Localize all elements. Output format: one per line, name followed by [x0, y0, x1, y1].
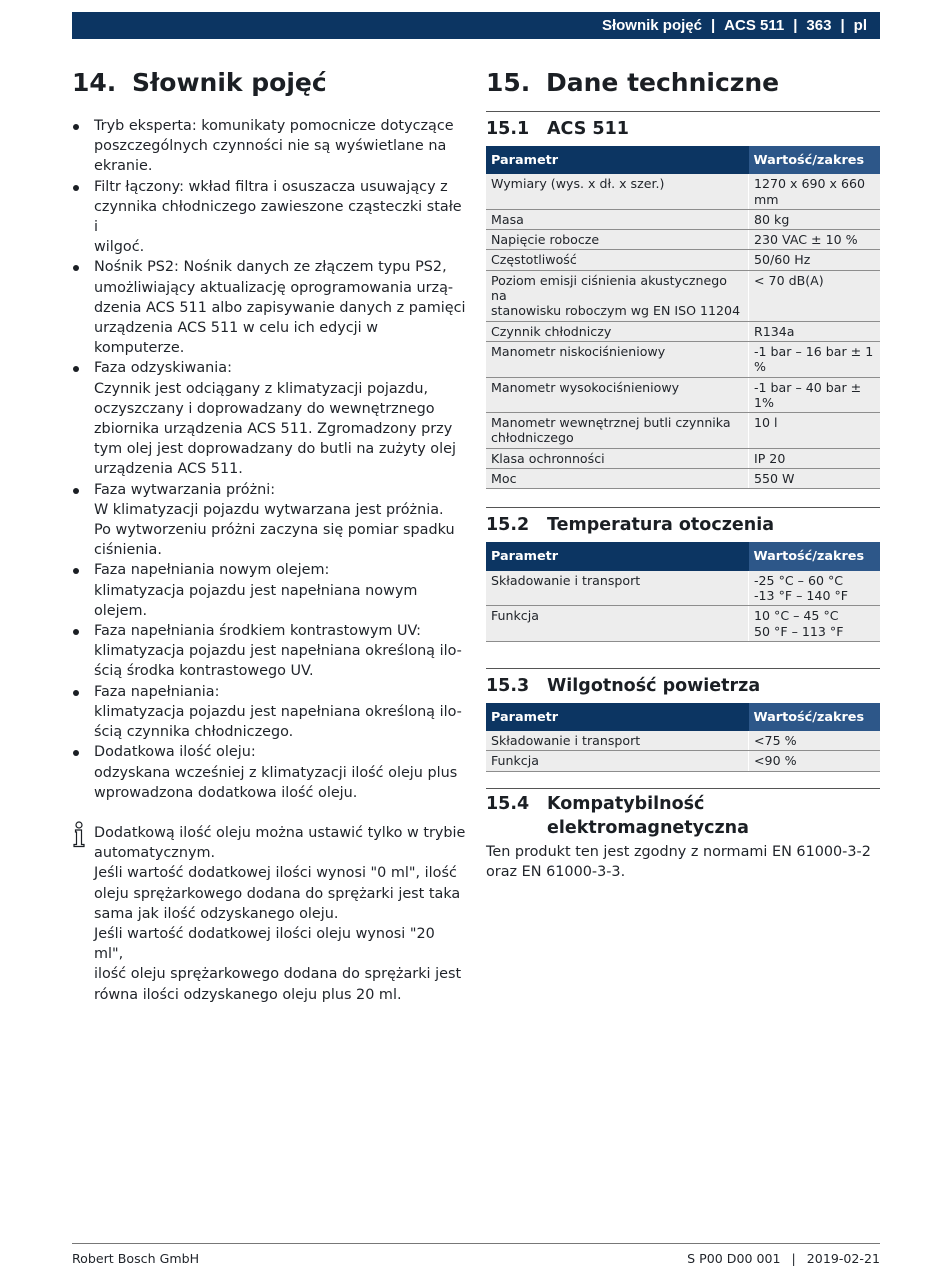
value-cell: [749, 270, 881, 321]
parameter-cell: [486, 751, 749, 771]
parameter-cell: [486, 250, 749, 270]
column-header-value: Wartość/zakres: [749, 703, 881, 731]
parameter-cell: [486, 341, 749, 377]
cell-line: stanowisku roboczym wg EN ISO 11204: [491, 303, 741, 319]
text-line: klimatyzacja pojazdu jest napełniana określoną ilo-: [94, 643, 462, 660]
list-item: [72, 358, 468, 479]
cell-line: -1 bar – 40 bar ± 1%: [754, 379, 862, 410]
cell-line: Manometr niskociśnieniowy: [491, 343, 666, 359]
parameter-cell: [486, 209, 749, 229]
value-cell: [749, 751, 881, 771]
header-separator: |: [793, 17, 798, 34]
cell-line: IP 20: [754, 450, 786, 466]
text-line: oraz EN 61000-3-3.: [486, 863, 626, 880]
table-row: [486, 270, 880, 321]
table-row: [486, 209, 880, 229]
parameter-cell: [486, 377, 749, 413]
footer-separator: |: [791, 1251, 796, 1266]
text-line: ciśnienia.: [94, 542, 162, 559]
cell-line: 10 l: [754, 415, 778, 431]
table-row: [486, 606, 880, 642]
emc-statement: [486, 842, 880, 882]
table-row: [486, 377, 880, 413]
table-row: [486, 751, 880, 771]
table-row: [486, 469, 880, 489]
parameter-cell: [486, 731, 749, 751]
parameter-cell: [486, 270, 749, 321]
text-line: Tryb eksperta: komunikaty pomocnicze dotyczące: [94, 118, 454, 134]
cell-line: 10 °C – 45 °C: [754, 608, 839, 624]
footer-company: Robert Bosch GmbH: [72, 1251, 200, 1266]
column-header-value: Wartość/zakres: [749, 542, 881, 570]
chapter-number: 15.: [486, 68, 531, 97]
section-divider: [486, 507, 880, 508]
chapter-number: 14.: [72, 68, 117, 97]
glossary-heading: [72, 66, 468, 100]
section-number: 15.4: [486, 793, 530, 814]
text-line: czynnika chłodniczego zawieszone cząsteczki stałe i: [94, 198, 462, 236]
list-item: [72, 177, 468, 258]
chapter-title: Słownik pojęć: [132, 68, 327, 97]
table-row: [486, 230, 880, 250]
parameter-cell: [486, 571, 749, 606]
text-line: Nośnik PS2: Nośnik danych ze złączem typu PS2,: [94, 259, 447, 276]
tech-data-heading: [486, 66, 880, 100]
cell-line: < 70 dB(A): [754, 272, 824, 288]
cell-line: Funkcja: [491, 753, 539, 769]
section-number: 15.3: [486, 675, 530, 696]
note-line: równa ilości odzyskanego oleju plus 20 ml.: [94, 986, 402, 1003]
cell-line: Napięcie robocze: [491, 232, 600, 248]
table-header-row: [486, 703, 880, 731]
header-section: Słownik pojęć: [601, 17, 702, 34]
note-line: Jeśli wartość dodatkowej ilości wynosi "0 ml", ilość: [94, 865, 457, 882]
column-header-parameter: Parametr: [486, 146, 749, 174]
text-line: poszczególnych czynności nie są wyświetlane na: [94, 138, 447, 155]
value-cell: [749, 341, 881, 377]
column-header-parameter: Parametr: [486, 542, 749, 570]
text-line: ekranie.: [94, 158, 153, 175]
cell-line: chłodniczego: [491, 430, 574, 446]
note-line: oleju sprężarkowego dodana do sprężarki jest taka: [94, 885, 461, 902]
cell-line: Składowanie i transport: [491, 572, 641, 588]
cell-line: -25 °C – 60 °C: [754, 572, 844, 588]
note-line: ilość oleju sprężarkowego dodana do sprężarki jest: [94, 966, 462, 983]
value-cell: [749, 209, 881, 229]
value-cell: [749, 377, 881, 413]
spec-table-humidity: [486, 703, 880, 772]
section-divider: [486, 111, 880, 112]
text-line: tym olej jest doprowadzany do butli na zużyty olej: [94, 441, 456, 458]
text-line: Faza odzyskiwania:: [94, 360, 232, 377]
value-cell: [749, 571, 881, 606]
cell-line: 230 VAC ± 10 %: [754, 232, 858, 248]
note-line: sama jak ilość odzyskanego oleju.: [94, 905, 339, 922]
section-title: ACS 511: [547, 119, 629, 139]
text-line: urządzenia ACS 511 w celu ich edycji w komputerze.: [94, 320, 379, 357]
value-cell: [749, 321, 881, 341]
parameter-cell: [486, 448, 749, 468]
section-divider: [486, 788, 880, 789]
cell-line: Częstotliwość: [491, 252, 577, 268]
list-item: [72, 621, 468, 682]
section-heading-temperature: [486, 513, 880, 537]
section-title: Wilgotność powietrza: [547, 675, 761, 696]
text-line: oczyszczany i doprowadzany do wewnętrznego: [94, 400, 435, 417]
header-page-number: 363: [806, 17, 832, 34]
cell-line: Poziom emisji ciśnienia akustycznego na: [491, 272, 727, 304]
header-product: ACS 511: [724, 17, 785, 34]
text-line: Filtr łączony: wkład filtra i osuszacza usuwający z: [94, 178, 448, 195]
value-cell: [749, 448, 881, 468]
section-title: Temperatura otoczenia: [547, 515, 775, 536]
text-line: Po wytworzeniu próżni zaczyna się pomiar spadku: [94, 522, 455, 539]
section-number: 15.1: [486, 119, 530, 139]
section-number: 15.2: [486, 515, 530, 536]
text-line: Faza napełniania środkiem kontrastowym UV:: [94, 623, 421, 640]
list-item: [72, 682, 468, 743]
note-line: Jeśli wartość dodatkowej ilości oleju wynosi "20 ml",: [94, 925, 435, 963]
text-line: Czynnik jest odciągany z klimatyzacji pojazdu,: [94, 380, 429, 397]
tech-data-column: [486, 66, 880, 882]
spec-table-acs511: [486, 146, 880, 489]
table-row: [486, 250, 880, 270]
parameter-cell: [486, 321, 749, 341]
value-cell: [749, 606, 881, 642]
cell-line: 80 kg: [754, 211, 790, 227]
value-cell: [749, 174, 881, 209]
glossary-list: [72, 116, 468, 803]
text-line: zbiornika urządzenia ACS 511. Zgromadzony przy: [94, 421, 453, 438]
cell-line: R134a: [754, 323, 795, 339]
table-row: [486, 413, 880, 449]
text-line: dzenia ACS 511 albo zapisywanie danych z pamięci: [94, 299, 466, 316]
parameter-cell: [486, 174, 749, 209]
text-line: Faza napełniania nowym olejem:: [94, 562, 330, 579]
text-line: ścią czynnika chłodniczego.: [94, 724, 294, 741]
footer-divider: [72, 1243, 880, 1244]
header-separator: |: [710, 17, 716, 34]
page-header-bar: [72, 12, 880, 39]
cell-line: -13 °F – 140 °F: [754, 587, 848, 603]
list-item: [72, 742, 468, 803]
section-title: Kompatybilność elektromagnetyczna: [547, 793, 749, 838]
value-cell: [749, 413, 881, 449]
header-language: pl: [853, 17, 867, 34]
list-item: [72, 116, 468, 177]
parameter-cell: [486, 469, 749, 489]
cell-line: Masa: [491, 211, 524, 227]
section-heading-emc: [486, 792, 880, 840]
cell-line: Czynnik chłodniczy: [491, 323, 612, 339]
footer-document-id: S P00 D00 001: [687, 1251, 781, 1266]
footer-date: 2019-02-21: [806, 1251, 880, 1266]
column-header-value: Wartość/zakres: [749, 146, 881, 174]
parameter-cell: [486, 230, 749, 250]
table-body: [486, 174, 880, 489]
table-row: [486, 731, 880, 751]
note-line: automatycznym.: [94, 845, 216, 862]
cell-line: <90 %: [754, 753, 797, 769]
parameter-cell: [486, 606, 749, 642]
parameter-cell: [486, 413, 749, 449]
list-item: [72, 480, 468, 561]
text-line: odzyskana wcześniej z klimatyzacji ilość oleju plus: [94, 764, 458, 781]
table-row: [486, 448, 880, 468]
value-cell: [749, 731, 881, 751]
spec-table-temperature: [486, 542, 880, 641]
cell-line: Klasa ochronności: [491, 450, 605, 466]
table-row: [486, 341, 880, 377]
table-body: [486, 731, 880, 771]
cell-line: 50 °F – 113 °F: [754, 623, 844, 639]
cell-line: Manometr wewnętrznej butli czynnika: [491, 415, 731, 431]
value-cell: [749, 250, 881, 270]
list-item: [72, 560, 468, 621]
cell-line: Manometr wysokociśnieniowy: [491, 379, 680, 395]
table-body: [486, 571, 880, 642]
section-divider: [486, 668, 880, 669]
info-note: [72, 823, 468, 1005]
table-row: [486, 321, 880, 341]
note-line: Dodatkową ilość oleju można ustawić tylko w trybie: [94, 824, 466, 841]
text-line: wilgoć.: [94, 239, 145, 256]
value-cell: [749, 230, 881, 250]
text-line: urządzenia ACS 511.: [94, 461, 243, 478]
glossary-column: [72, 66, 468, 1005]
cell-line: Funkcja: [491, 608, 539, 624]
cell-line: Moc: [491, 471, 517, 487]
text-line: klimatyzacja pojazdu jest napełniana nowym olejem.: [94, 582, 418, 619]
text-line: Dodatkowa ilość oleju:: [94, 744, 256, 761]
chapter-title: Dane techniczne: [546, 68, 780, 97]
footer-meta: [687, 1251, 880, 1266]
cell-line: -1 bar – 16 bar ± 1 %: [754, 343, 874, 375]
cell-line: 50/60 Hz: [754, 252, 811, 268]
table-row: [486, 571, 880, 606]
value-cell: [749, 469, 881, 489]
column-header-parameter: Parametr: [486, 703, 749, 731]
cell-line: Składowanie i transport: [491, 733, 641, 749]
text-line: W klimatyzacji pojazdu wytwarzana jest próżnia.: [94, 501, 444, 518]
text-line: klimatyzacja pojazdu jest napełniana określoną ilo-: [94, 703, 462, 720]
text-line: wprowadzona dodatkowa ilość oleju.: [94, 784, 358, 801]
table-header-row: [486, 146, 880, 174]
info-icon: [72, 821, 86, 849]
section-heading-acs511: [486, 117, 880, 141]
text-line: ścią środka kontrastowego UV.: [94, 663, 314, 680]
cell-line: 1270 x 690 x 660 mm: [754, 176, 866, 207]
text-line: Faza napełniania:: [94, 683, 220, 700]
cell-line: Wymiary (wys. x dł. x szer.): [491, 176, 665, 192]
cell-line: <75 %: [754, 733, 797, 749]
text-line: Ten produkt ten jest zgodny z normami EN 61000-3-2: [486, 843, 871, 860]
list-item: [72, 257, 468, 358]
table-row: [486, 174, 880, 209]
cell-line: 550 W: [754, 471, 795, 487]
text-line: Faza wytwarzania próżni:: [94, 481, 276, 498]
table-header-row: [486, 542, 880, 570]
text-line: umożliwiający aktualizację oprogramowania urzą-: [94, 279, 454, 296]
section-heading-humidity: [486, 674, 880, 698]
header-separator: |: [840, 17, 845, 34]
